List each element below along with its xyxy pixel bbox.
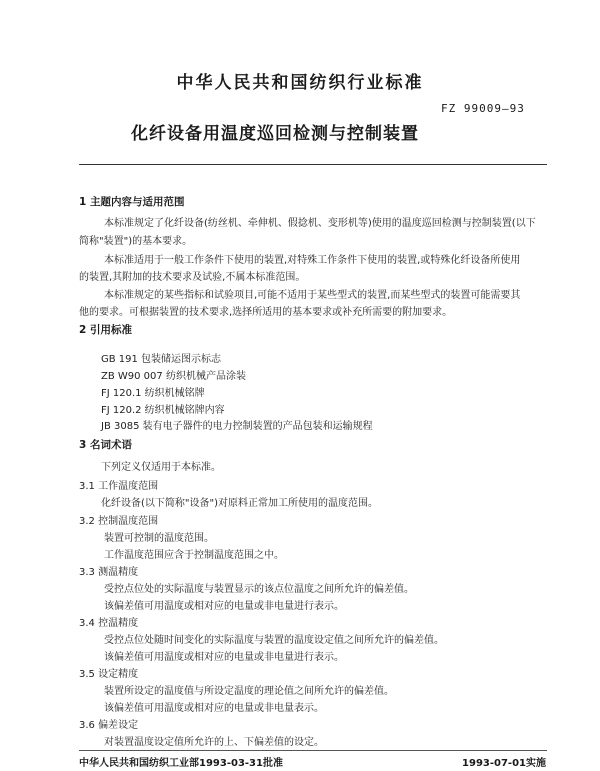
clause-3-2-text: 装置可控制的温度范围。 [104,533,214,544]
section-3-intro: 下列定义仅适用于本标准。 [101,462,221,473]
clause-3-4-text: 受控点位处随时间变化的实际温度与装置的温度设定值之间所允许的偏差值。 [104,635,444,646]
document-title: 化纤设备用温度巡回检测与控制装置 [131,124,419,144]
reference-item: FJ 120.2 纺织机械铭牌内容 [101,405,225,416]
section-1-line: 简称"装置")的基本要求。 [79,236,193,247]
issuing-organization: 中华人民共和国纺织行业标准 [176,73,424,93]
clause-3-3-heading: 3.3 测温精度 [79,567,139,578]
clause-3-2-heading: 3.2 控制温度范围 [79,516,159,527]
section-1-line: 本标准规定的某些指标和试验项目,可能不适用于某些型式的装置,而某些型式的装置可能需要其 [104,290,521,301]
reference-item: FJ 120.1 纺织机械铭牌 [101,388,205,399]
clause-3-2-text: 工作温度范围应含于控制温度范围之中。 [104,550,284,561]
clause-3-6-heading: 3.6 偏差设定 [79,720,139,731]
section-1-line: 本标准规定了化纤设备(纺丝机、牵伸机、假捻机、变形机等)使用的温度巡回检测与控制装置(以下 [104,218,536,229]
section-1-line: 本标准适用于一般工作条件下使用的装置,对特殊工作条件下使用的装置,或特殊化纤设备所使用 [104,255,521,266]
reference-item: ZB W90 007 纺织机械产品涂装 [101,371,246,382]
clause-3-1-text: 化纤设备(以下简称"设备")对原料正常加工所使用的温度范围。 [101,498,379,509]
clause-3-6-text: 对装置温度设定值所允许的上、下偏差值的设定。 [104,737,324,748]
section-2-heading: 2 引用标准 [79,324,132,336]
clause-3-4-heading: 3.4 控温精度 [79,618,139,629]
section-3-heading: 3 名词术语 [79,439,132,451]
section-1-heading: 1 主题内容与适用范围 [79,196,185,208]
clause-3-3-text: 该偏差值可用温度或相对应的电量或非电量进行表示。 [104,601,344,612]
approval-statement: 中华人民共和国纺织工业部1993-03-31批准 [79,758,283,769]
clause-3-4-text: 该偏差值可用温度或相对应的电量或非电量进行表示。 [104,652,344,663]
header-divider [79,164,547,165]
clause-3-5-text: 该偏差值可用温度或相对应的电量或非电量表示。 [104,703,324,714]
standard-number: FZ 99009—93 [441,102,525,115]
implementation-date: 1993-07-01实施 [462,758,546,769]
clause-3-1-heading: 3.1 工作温度范围 [79,481,159,492]
section-1-line: 的装置,其附加的技术要求及试验,不属本标准范围。 [79,272,306,283]
section-1-line: 他的要求。可根据装置的技术要求,选择所适用的基本要求或补充所需要的附加要求。 [79,307,453,318]
clause-3-5-heading: 3.5 设定精度 [79,669,139,680]
reference-item: JB 3085 装有电子器件的电力控制装置的产品包装和运输规程 [101,421,373,432]
footer-divider [79,750,547,751]
clause-3-5-text: 装置所设定的温度值与所设定温度的理论值之间所允许的偏差值。 [104,686,394,697]
reference-item: GB 191 包装储运图示标志 [101,354,222,365]
clause-3-3-text: 受控点位处的实际温度与装置显示的该点位温度之间所允许的偏差值。 [104,584,414,595]
